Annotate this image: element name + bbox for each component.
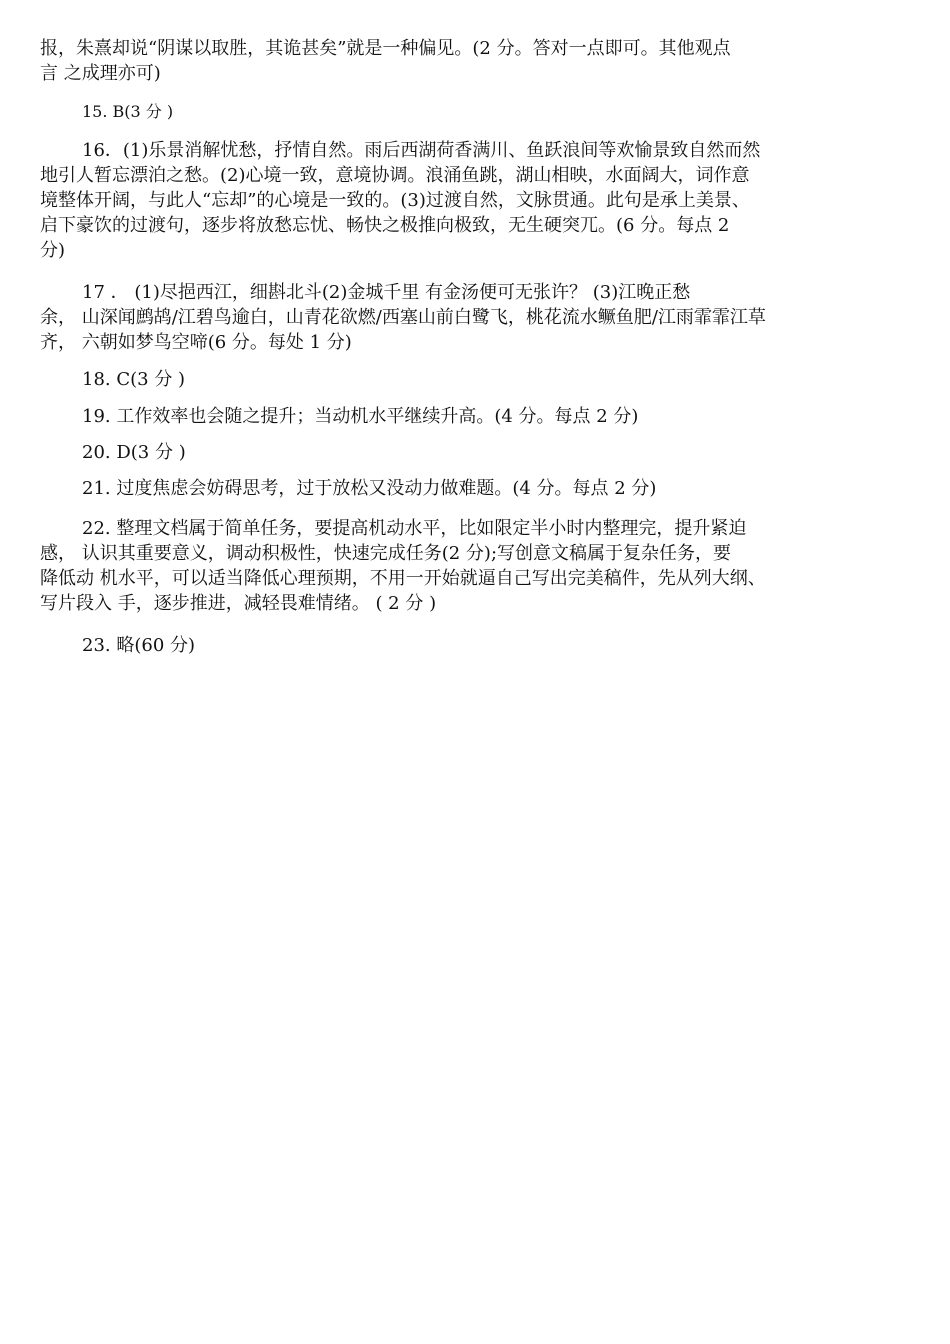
answer-16	[40, 138, 910, 263]
answer-20	[40, 440, 910, 465]
answer-17	[40, 280, 910, 355]
text-line: 分)	[40, 240, 66, 261]
text-line: 23. 略(60 分)	[82, 635, 196, 656]
text-line: 16．(1)乐景消解忧愁，抒情自然。雨后西湖荷香满川、鱼跃浪间等欢愉景致自然而然	[82, 140, 761, 161]
text-line: 地引人暂忘漂泊之愁。(2)心境一致，意境协调。浪涌鱼跳，湖山相映，水面阔大，词作意	[40, 165, 750, 186]
answer-18	[40, 367, 910, 392]
text-line: 18. C(3 分 )	[82, 369, 186, 390]
text-line: 报，朱熹却说“阴谋以取胜，其诡甚矣”就是一种偏见。(2 分。答对一点即可。其他观点	[40, 38, 731, 59]
answer-continuation	[40, 36, 910, 86]
text-line: 写片段入 手，逐步推进，减轻畏难情绪。 ( 2 分 )	[40, 593, 437, 614]
text-line: 齐， 六朝如梦鸟空啼(6 分。每处 1 分)	[40, 332, 352, 353]
text-line: 22. 整理文档属于简单任务，要提高机动水平，比如限定半小时内整理完，提升紧迫	[82, 518, 747, 539]
text-line: 15. B(3 分 )	[82, 102, 174, 121]
text-line: 余， 山深闻鹧鸪/江碧鸟逾白，山青花欲燃/西塞山前白鹭飞，桃花流水鳜鱼肥/江雨霏霏江草	[40, 307, 766, 328]
answer-23	[40, 633, 910, 658]
text-line: 境整体开阔，与此人“忘却”的心境是一致的。(3)过渡自然，文脉贯通。此句是承上美景、	[40, 190, 750, 211]
answer-15	[40, 99, 910, 124]
text-line: 21. 过度焦虑会妨碍思考，过于放松又没动力做难题。(4 分。每点 2 分)	[82, 478, 657, 499]
text-line: 启下豪饮的过渡句，逐步将放愁忘忧、畅快之极推向极致，无生硬突兀。(6 分。每点 2	[40, 215, 730, 236]
text-line: 降低动 机水平，可以适当降低心理预期，不用一开始就逼自己写出完美稿件，先从列大纲、	[40, 568, 766, 589]
text-line: 17 ． (1)尽挹西江，细斟北斗(2)金城千里 有金汤便可无张许？ (3)江晚正愁	[82, 282, 691, 303]
answer-21	[40, 476, 910, 501]
answer-19	[40, 404, 910, 429]
text-line: 20. D(3 分 )	[82, 442, 186, 463]
text-line: 感， 认识其重要意义，调动积极性，快速完成任务(2 分);写创意文稿属于复杂任务，要	[40, 543, 732, 564]
answer-22	[40, 516, 910, 616]
text-line: 言 之成理亦可)	[40, 63, 161, 84]
text-line: 19. 工作效率也会随之提升；当动机水平继续升高。(4 分。每点 2 分)	[82, 406, 639, 427]
